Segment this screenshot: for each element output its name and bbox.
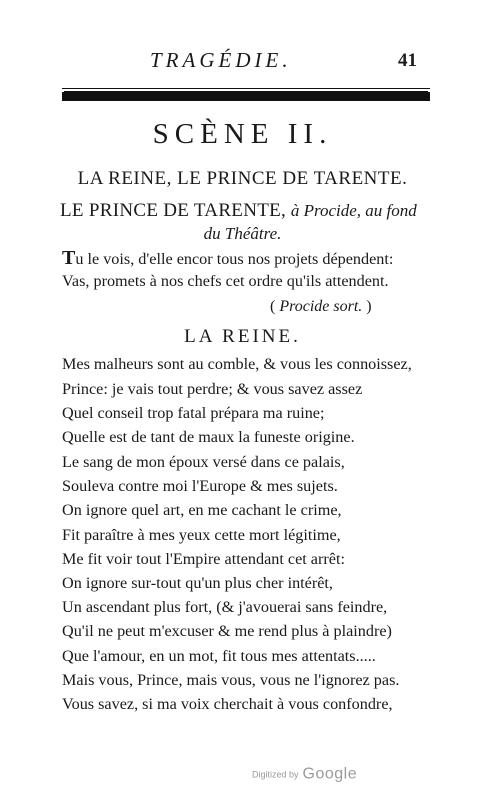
page-number: 41	[398, 50, 417, 71]
drop-cap: T	[62, 247, 76, 269]
verse-line: Souleva contre moi l'Europe & mes sujets.	[62, 477, 338, 495]
verse-line: Quel conseil trop fatal prépara ma ruine;	[62, 404, 325, 422]
running-title: TRAGÉDIE.	[150, 48, 292, 72]
stage-note-continued: du Théâtre.	[203, 224, 282, 243]
header-rule-thin	[62, 88, 430, 89]
verse-line: Le sang de mon époux versé dans ce palais,	[62, 453, 345, 471]
exit-note-text: Procide sort.	[279, 298, 363, 315]
verse-line: On ignore quel art, en me cachant le crime,	[62, 501, 342, 519]
stage-direction	[60, 200, 417, 222]
verse-line: Mais vous, Prince, mais vous, vous ne l'ignorez pas.	[62, 671, 400, 689]
verse-line: Me fit voir tout l'Empire attendant cet arrêt:	[62, 550, 345, 568]
verse-line: Vous savez, si ma voix cherchait à vous confondre,	[62, 695, 393, 713]
verse-line: Fit paraître à mes yeux cette mort légitime,	[62, 526, 341, 544]
verse-line: Qu'il ne peut m'excuser & me rend plus à plaindre)	[62, 622, 392, 640]
verse-line: Que l'amour, en un mot, fit tous mes attentats.....	[62, 647, 376, 665]
running-head	[0, 46, 485, 76]
stage-speaker: LE PRINCE DE TARENTE,	[60, 200, 287, 221]
watermark-digitized-by: Digitized by	[252, 769, 299, 780]
scene-characters: LA REINE, LE PRINCE DE TARENTE.	[77, 168, 408, 189]
digitized-watermark	[252, 765, 357, 785]
verse-line: Quelle est de tant de maux la funeste origine.	[62, 428, 355, 446]
speaker-name: LA REINE.	[184, 326, 301, 347]
verse-text: u le vois, d'elle encor tous nos projets dépendent:	[75, 250, 394, 268]
verse-line: Vas, promets à nos chefs cet ordre qu'ils attendent.	[62, 272, 389, 290]
stage-note: à Procide, au fond	[290, 201, 417, 220]
verse-line	[62, 247, 393, 270]
exit-stage-direction: ( Procide sort. )	[270, 298, 372, 315]
verse-line: Mes malheurs sont au comble, & vous les connoissez,	[62, 355, 412, 373]
verse-line: Prince: je vais tout perdre; & vous savez assez	[62, 380, 363, 398]
watermark-google-logo: Google	[302, 765, 358, 783]
verse-line: On ignore sur-tout qu'un plus cher intérêt,	[62, 574, 333, 592]
verse-line: Un ascendant plus fort, (& j'avouerai sans feindre,	[62, 598, 388, 616]
header-rule	[62, 92, 430, 101]
scene-title: SCÈNE II.	[152, 118, 333, 150]
